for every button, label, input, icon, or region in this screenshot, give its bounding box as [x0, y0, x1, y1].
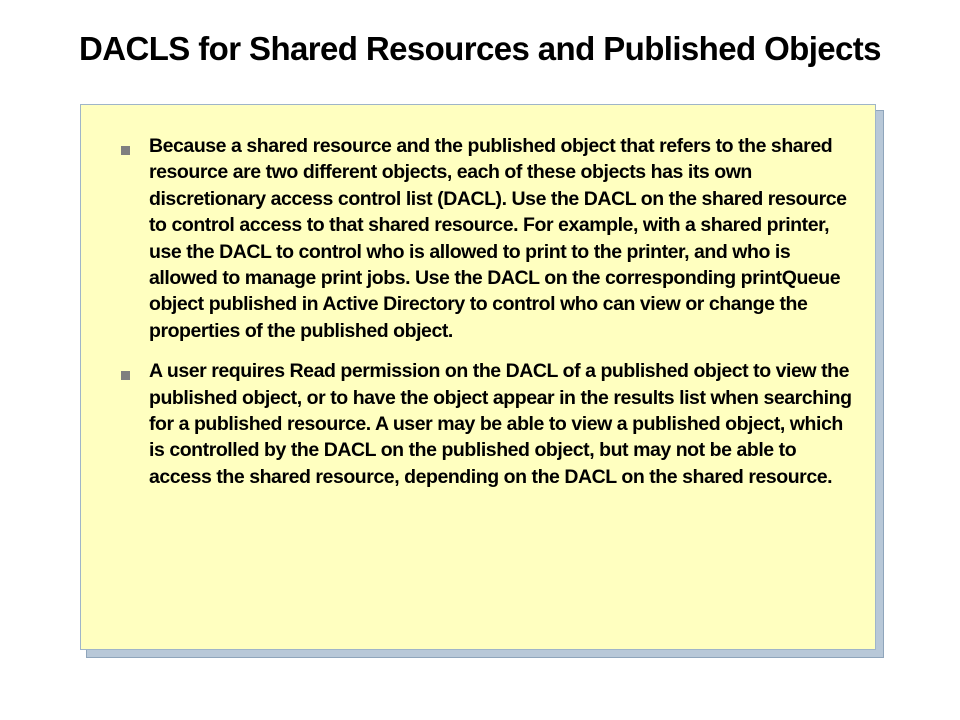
square-bullet-icon: [121, 371, 130, 380]
bullet-text: A user requires Read permission on the DACL of a published object to view the published object, or to have the object appear in the results list when searching for a published resource. A user may be able to view a published object, which is controlled by the DACL on the published object, but may not be able to access the shared resource, depending on the DACL on the shared resource.: [149, 360, 852, 488]
bullet-item: [121, 133, 863, 344]
content-panel: [80, 104, 876, 650]
bullet-text: Because a shared resource and the published object that refers to the shared resource are two different objects, each of these objects has its own discretionary access control list (DACL). Use the DACL on the shared resource to control access to that shared resource. For example, with a shared printer, use the DACL to control who is allowed to print to the printer, and who is allowed to manage print jobs. Use the DACL on the corresponding printQueue object published in Active Directory to control who can view or change the properties of the published object.: [149, 135, 847, 342]
slide-title: DACLS for Shared Resources and Published Objects: [79, 30, 881, 67]
bullet-item: [121, 358, 863, 490]
bullet-list: [121, 133, 863, 504]
square-bullet-icon: [121, 146, 130, 155]
